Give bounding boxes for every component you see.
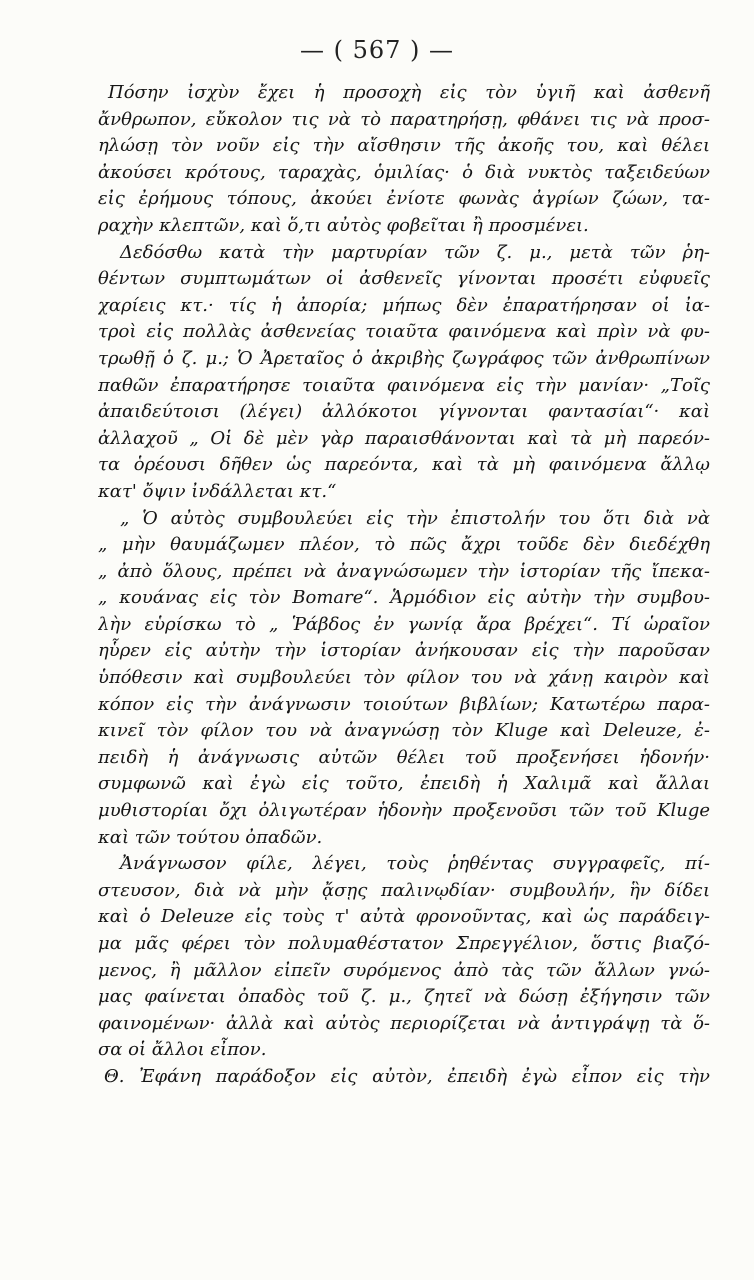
text-line: λὴν εὑρίσκω τὸ „ Ῥάβδος ἐν γωνίᾳ ἄρα βρέχει“. Τί ὡραῖον xyxy=(98,613,710,635)
text-line: Θ. Ἐφάνη παράδοξον εἰς αὐτὸν, ἐπειδὴ ἐγὼ εἶπον εἰς τὴν xyxy=(104,1065,710,1087)
text-line: ἀπαιδεύτοισι (λέγει) ἀλλόκοτοι γίγνονται φαντασίαι“· καὶ xyxy=(98,401,710,423)
text-line: καὶ ὁ Deleuze εἰς τοὺς τ' αὐτὰ φρονοῦντας, καὶ ὡς παράδειγ- xyxy=(98,906,710,928)
text-line: „ ἀπὸ ὅλους, πρέπει νὰ ἀναγνώσωμεν τὴν ἱστορίαν τῆς ἴπεκα- xyxy=(98,560,710,582)
text-line: σα οἱ ἄλλοι εἶπον. xyxy=(98,1039,267,1061)
text-line: „ μὴν θαυμάζωμεν πλέον, τὸ πῶς ἄχρι τοῦδε δὲν διεδέχθη xyxy=(98,534,710,556)
text-line: ἀλλαχοῦ „ Οἱ δὲ μὲν γὰρ παραισθάνονται καὶ τὰ μὴ παρεόν- xyxy=(98,427,710,449)
page-number: — ( 567 ) — xyxy=(299,36,455,64)
text-line: Δεδόσθω κατὰ τὴν μαρτυρίαν τῶν ζ. μ., μετὰ τῶν ῥη- xyxy=(120,241,710,263)
text-line: „ Ὁ αὐτὸς συμβουλεύει εἰς τὴν ἐπιστολήν του ὅτι διὰ νὰ xyxy=(120,507,710,529)
text-line: τρωθῇ ὁ ζ. μ.; Ὁ Ἀρεταῖος ὁ ἀκριβὴς ζωγράφος τῶν ἀνθρωπίνων xyxy=(98,347,710,369)
body-text xyxy=(98,80,710,1091)
text-line: μα μᾶς φέρει τὸν πολυμαθέστατον Σπρεγγέλιον, ὅστις βιαζό- xyxy=(98,933,710,954)
text-line: κόπον εἰς τὴν ἀνάγνωσιν τοιούτων βιβλίων; Κατωτέρω παρα- xyxy=(98,693,710,715)
text-line: Ἀνάγνωσον φίλε, λέγει, τοὺς ῥηθέντας συγγραφεῖς, πί- xyxy=(120,853,710,875)
text-line: μενος, ἢ μᾶλλον εἰπεῖν συρόμενος ἀπὸ τὰς τῶν ἄλλων γνώ- xyxy=(98,959,710,981)
text-line: κινεῖ τὸν φίλον του νὰ ἀναγνώσῃ τὸν Kluge καὶ Deleuze, ἐ- xyxy=(98,720,710,742)
text-line: μας φαίνεται ὀπαδὸς τοῦ ζ. μ., ζητεῖ νὰ δώσῃ ἐξήγησιν τῶν xyxy=(98,986,710,1008)
text-line: καὶ τῶν τούτου ὀπαδῶν. xyxy=(98,826,323,848)
text-line: τροὶ εἰς πολλὰς ἀσθενείας τοιαῦτα φαινόμενα καὶ πρὶν νὰ φυ- xyxy=(98,321,710,343)
text-line: ηὗρεν εἰς αὐτὴν τὴν ἱστορίαν ἀνήκουσαν εἰς τὴν παροῦσαν xyxy=(98,640,710,662)
text-line: ηλώσῃ τὸν νοῦν εἰς τὴν αἴσθησιν τῆς ἀκοῆς του, καὶ θέλει xyxy=(98,135,710,157)
text-line: κατ' ὄψιν ἰνδάλλεται κτ.“ xyxy=(98,480,337,502)
text-line: χαρίεις κτ.· τίς ἡ ἀπορία; μήπως δὲν ἐπαρατήρησαν οἱ ἰα- xyxy=(98,294,710,316)
text-line: φαινομένων· ἀλλὰ καὶ αὐτὸς περιορίζεται νὰ ἀντιγράψῃ τὰ ὅ- xyxy=(98,1012,710,1034)
text-line: ραχὴν κλεπτῶν, καὶ ὅ,τι αὐτὸς φοβεῖται ἢ προσμένει. xyxy=(98,214,589,236)
text-line: „ κουάνας εἰς τὸν Bomare“. Ἁρμόδιον εἰς αὐτὴν τὴν συμβου- xyxy=(98,587,710,609)
text-line: εἰς ἐρήμους τόπους, ἀκούει ἐνίοτε φωνὰς ἀγρίων ζώων, τα- xyxy=(98,188,710,210)
text-line: στευσον, διὰ νὰ μὴν ᾄσῃς παλινῳδίαν· συμβουλήν, ἣν δίδει xyxy=(98,879,710,901)
text-line: συμφωνῶ καὶ ἐγὼ εἰς τοῦτο, ἐπειδὴ ἡ Χαλιμᾶ καὶ ἄλλαι xyxy=(98,773,710,795)
text-line: ἄνθρωπον, εὔκολον τις νὰ τὸ παρατηρήσῃ, φθάνει τις νὰ προσ- xyxy=(98,108,710,130)
text-line: παθῶν ἐπαρατήρησε τοιαῦτα φαινόμενα εἰς τὴν μανίαν· „Τοῖς xyxy=(98,374,710,396)
text-line: τα ὁρέουσι δῆθεν ὡς παρεόντα, καὶ τὰ μὴ φαινόμενα ἄλλῳ xyxy=(98,454,710,476)
text-line: πειδὴ ἡ ἀνάγνωσις αὐτῶν θέλει τοῦ προξενήσει ἡδονήν· xyxy=(98,746,710,768)
text-line: θέντων συμπτωμάτων οἱ ἀσθενεῖς γίνονται προσέτι εὐφυεῖς xyxy=(98,268,710,290)
text-line: Πόσην ἰσχὺν ἔχει ἡ προσοχὴ εἰς τὸν ὑγιῆ καὶ ἀσθενῆ xyxy=(108,82,710,103)
text-line: ἀκούσει κρότους, ταραχὰς, ὁμιλίας· ὁ διὰ νυκτὸς ταξειδεύων xyxy=(98,161,710,183)
text-line: ὑπόθεσιν καὶ συμβουλεύει τὸν φίλον του νὰ χάνῃ καιρὸν καὶ xyxy=(98,667,710,689)
text-line: μυθιστορίαι ὄχι ὀλιγωτέραν ἡδονὴν προξενοῦσι τῶν τοῦ Kluge xyxy=(98,800,710,822)
